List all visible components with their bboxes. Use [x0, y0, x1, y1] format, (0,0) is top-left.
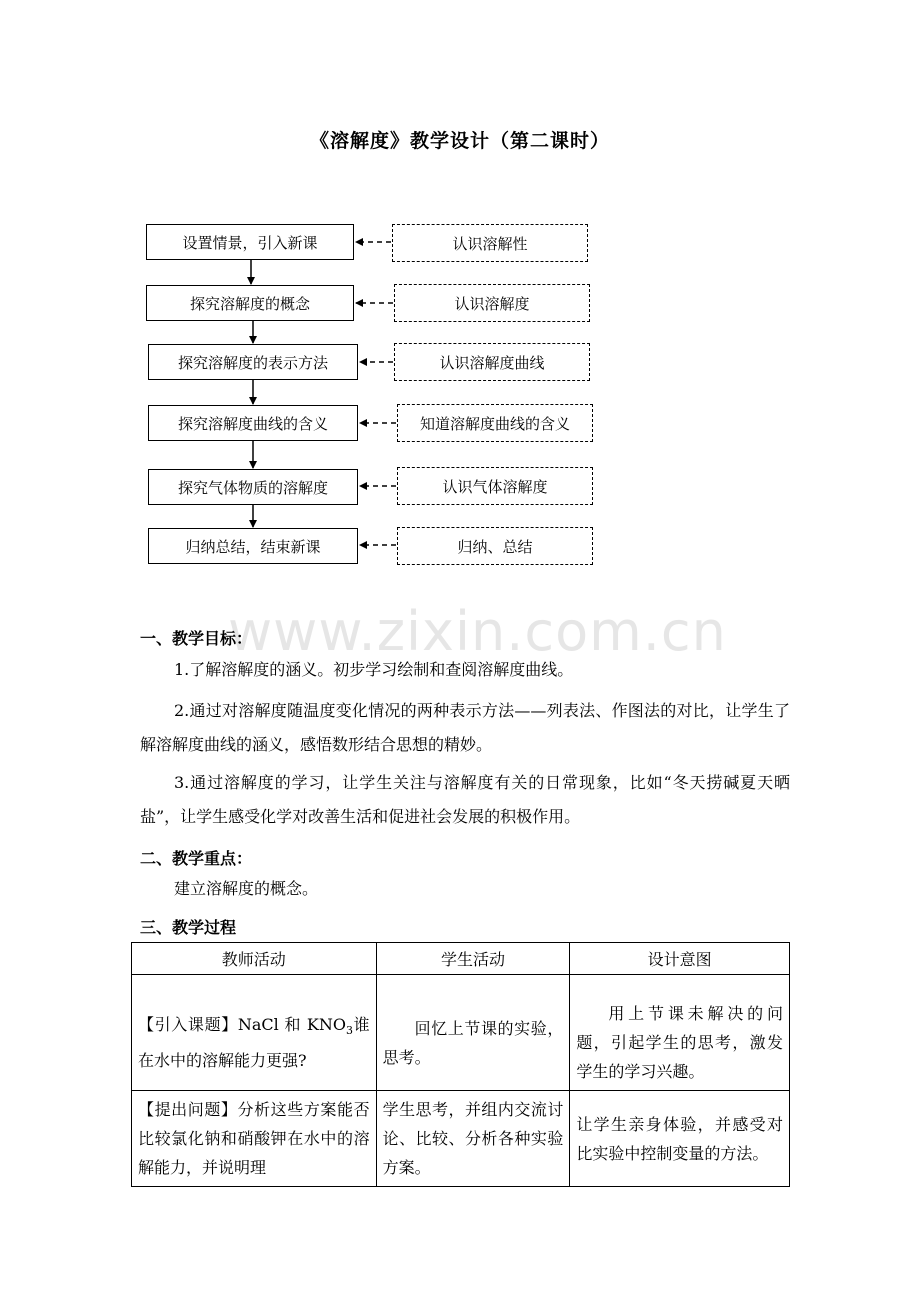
table-row: [132, 975, 790, 1091]
subscript: 3: [345, 1024, 353, 1038]
header-teacher: 教师活动: [132, 943, 377, 975]
table-header-row: [132, 943, 790, 975]
student-cell: 学生思考，并组内交流讨论、比较、分析各种实验方案。: [376, 1091, 570, 1187]
objective-2: 2.通过对溶解度随温度变化情况的两种表示方法——列表法、作图法的对比，让学生了解溶解度曲线的涵义，感悟数形结合思想的精妙。: [140, 701, 790, 754]
flow-step-3: 探究溶解度的表示方法: [148, 344, 358, 380]
flow-goal-1: 认识溶解性: [392, 224, 588, 262]
objective-1: 1.了解溶解度的涵义。初步学习绘制和查阅溶解度曲线。: [174, 660, 574, 679]
section-heading-process: 三、教学过程: [140, 918, 237, 937]
flow-step-4: 探究溶解度曲线的含义: [148, 405, 358, 441]
teaching-process-table: [131, 942, 790, 1187]
key-point: 建立溶解度的概念。: [174, 879, 319, 898]
watermark: www.zixin.com.cn: [228, 600, 727, 663]
student-text: 回忆上节课的实验，思考。: [382, 1018, 564, 1067]
flow-step-6: 归纳总结，结束新课: [148, 528, 358, 564]
header-intent: 设计意图: [570, 943, 790, 975]
flow-arrows: [0, 0, 920, 600]
intent-text: 用上节课未解决的问题，引起学生的思考，激发学生的学习兴趣。: [576, 1004, 783, 1081]
teacher-cell: [132, 975, 377, 1091]
flow-goal-5: 认识气体溶解度: [397, 467, 593, 505]
table-row: [132, 1091, 790, 1187]
flow-goal-4: 知道溶解度曲线的含义: [397, 404, 593, 442]
teacher-text: 【引入课题】NaCl 和 KNO: [138, 1015, 346, 1035]
section-heading-key-points: 二、教学重点：: [140, 849, 253, 868]
teacher-text-cont: 谁在水中的溶解能力更强?: [138, 1015, 370, 1070]
page-title: 《溶解度》教学设计（第二课时）: [309, 130, 610, 152]
teacher-cell: 【提出问题】分析这些方案能否比较氯化钠和硝酸钾在水中的溶解能力，并说明理: [132, 1091, 377, 1187]
flow-goal-6: 归纳、总结: [397, 527, 593, 565]
flow-step-2: 探究溶解度的概念: [146, 285, 354, 321]
header-student: 学生活动: [376, 943, 570, 975]
flow-goal-2: 认识溶解度: [394, 284, 590, 322]
flow-goal-3: 认识溶解度曲线: [394, 343, 590, 381]
section-heading-objectives: 一、教学目标：: [140, 629, 253, 648]
objective-3: 3.通过溶解度的学习，让学生关注与溶解度有关的日常现象，比如“冬天捞碱夏天晒盐”，让学生感受化学对改善生活和促进社会发展的积极作用。: [140, 773, 790, 826]
flow-step-1: 设置情景，引入新课: [146, 224, 354, 260]
intent-cell: [570, 975, 790, 1091]
intent-cell: 让学生亲身体验，并感受对比实验中控制变量的方法。: [570, 1091, 790, 1187]
flow-step-5: 探究气体物质的溶解度: [148, 469, 358, 505]
student-cell: [376, 975, 570, 1091]
